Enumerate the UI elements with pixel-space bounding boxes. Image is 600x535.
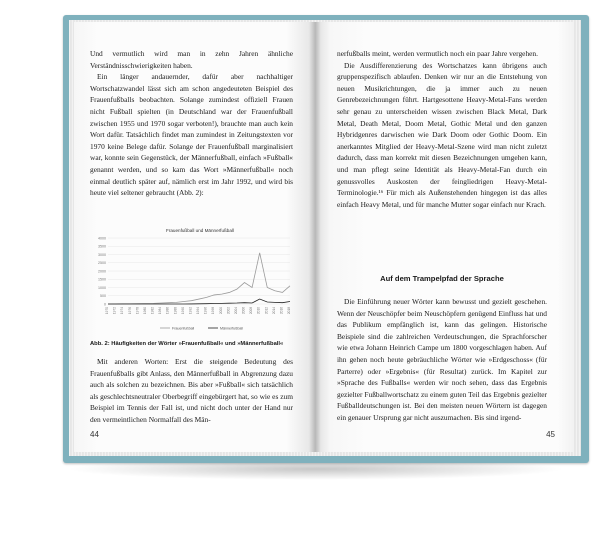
y-tick-label: 3500	[98, 244, 106, 249]
x-tick-label: 2018	[287, 307, 291, 315]
x-tick-label: 1982	[150, 307, 155, 315]
chart-title: Frauenfußball und Männerfußball	[166, 228, 234, 233]
left-page	[74, 22, 315, 452]
x-tick-label: 2000	[218, 307, 223, 315]
x-tick-label: 2014	[271, 307, 276, 315]
x-tick-label: 2004	[233, 307, 238, 315]
chart-y-ticks	[98, 236, 106, 306]
x-tick-label: 1978	[135, 307, 140, 315]
chart-x-ticks	[105, 307, 291, 314]
y-tick-label: 0	[104, 302, 106, 307]
page-number-right: 45	[546, 430, 555, 439]
legend-label: Männerfußball	[220, 326, 243, 331]
left-paragraph-2: Ein länger andauernder, dafür aber nachhaltiger Wortschatzwandel lässt sich am schon angedeuteten Beispiel des Frauenfußballs beobachten. Solange zumindest offiziell Frauen nicht Fußball spielten (in Deutschland war der Frauenfußball zwischen 1955 und 1970 sogar verboten!), brauchte man auch kein Wort dafür. Tatsächlich findet man zumindest in Zeitungstexten vor 1970 keine Belege dafür. Solange der Frauenfußball marginalisiert war, konnte sein Gegenstück, der Männerfußball, einfach »Fußball« genannt werden, und so kam das Wort »Männerfußball« noch einmal deutlich später auf, nämlich erst im Jahr 1992, und wird bis heute viel seltener gebraucht (Abb. 2):	[90, 72, 293, 198]
chart-grid	[108, 238, 290, 304]
x-tick-label: 1980	[142, 307, 147, 315]
left-text-bottom	[90, 356, 293, 426]
x-tick-label: 1988	[173, 307, 178, 315]
right-paragraph-2: Die Ausdifferenzierung des Wortschatzes kann übrigens auch gruppenspezifisch ablaufen. Denken wir nur an die Entstehung von neuen Musikrichtungen, die ja immer auch zu neuen Genrebezeichnungen führt. Hartgesottene Heavy-Metal-Fans werden sehr genau zu unterscheiden wissen zwischen Black Metal, Dark Metal, Death Metal, Doom Metal, Gothic Metal und den ganzen Hybridgenres darwischen wie Dark Doom oder Gothic Doom. Ein anerkanntes Mitglied der Heavy-Metal-Szene wird man nicht zuletzt dadurch, dass man korrekt mit diesen Bezeichnungen umgehen kann, und man pflegt seine Identität als Heavy-Metal-Fan durch ein genussvolles Auskosten der feingliedrigen Heavy-Metal-Terminologie.¹⁶ Für mich als Außenstehenden hingegen ist das alles einfach Heavy Metal, und für manche Mutter sogar einfach nur Krach.	[337, 60, 547, 209]
x-tick-label: 2010	[256, 307, 261, 315]
left-paragraph-3: Mit anderen Worten: Erst die steigende Bedeutung des Frauenfußballs gibt Anlass, den Männerfußball in Abgrenzung dazu auch als solchen zu bezeichnen. Bis aber »Fußball« sich tatsächlich als geschlechtsneutraler Oberbegriff eingebürgert hat, so wie es zum Beispiel im Tennis der Fall ist, und nicht doch unter der Hand nur den vermeintlichen Normalfall des Män-	[90, 357, 293, 424]
x-tick-label: 1986	[165, 307, 170, 315]
right-paragraph-1: nerfußballs meint, werden vermutlich noch ein paar Jahre vergehen.	[337, 49, 538, 58]
figure-caption: Abb. 2: Häufigkeiten der Wörter »Frauenfußball« und »Männerfußball«	[90, 341, 284, 347]
series-line-Frauenfußball	[108, 253, 290, 304]
x-tick-label: 1994	[196, 307, 200, 315]
x-tick-label: 2012	[264, 307, 269, 315]
x-tick-label: 1998	[211, 307, 216, 315]
y-tick-label: 4000	[98, 236, 106, 241]
right-paragraph-3: Die Einführung neuer Wörter kann bewusst und gezielt geschehen. Wenn der Neuschöpfer beim Neuschöpfern genügend Einfluss hat und das Publikum empfänglich ist, kann das gelingen. Historische Beispiele sind die zahlreichen Verdeutschungen, die Sprachforscher wie etwa Johann Heinrich Campe um 1800 vorgeschlagen haben. Auf ihn gehen noch heute gebräuchliche Wörter wie »Erdgeschoss« (für Parterre) oder »Ergebnis« (für Resultat) zurück. Im Kapitel zur »Sprache des Fußballs« werden wir noch sehen, dass das Ergebnis gezielter Fußballwortschatz zu einem guten Teil das Ergebnis gezielter Fußballdeutschungen ist. Bei den meisten neuen Wörtern ist dagegen ein genauer Ursprung gar nicht auszumachen. Bis sind irgend-	[337, 297, 547, 422]
y-tick-label: 1500	[98, 277, 106, 282]
x-tick-label: 1970	[105, 307, 109, 315]
book-gutter	[309, 22, 321, 452]
left-paragraph-1: Und vermutlich wird man in zehn Jahren ähnliche Verständnisschwierigkeiten haben.	[90, 49, 293, 70]
chart-legend	[160, 326, 243, 330]
right-text-bottom	[337, 296, 547, 424]
page-number-left: 44	[90, 430, 99, 439]
x-tick-label: 1972	[112, 307, 117, 315]
x-tick-label: 1996	[203, 307, 208, 315]
y-tick-label: 1000	[98, 285, 106, 290]
y-tick-label: 2500	[98, 261, 106, 266]
x-tick-label: 2002	[226, 307, 231, 315]
y-tick-label: 3000	[98, 252, 106, 257]
x-tick-label: 2016	[279, 307, 284, 315]
x-tick-label: 1990	[180, 307, 185, 315]
section-heading: Auf dem Trampelpfad der Sprache	[380, 274, 504, 283]
x-tick-label: 1974	[120, 307, 125, 315]
frequency-chart	[90, 224, 295, 336]
chart-lines	[108, 253, 290, 304]
legend-label: Frauenfußball	[172, 326, 195, 331]
x-tick-label: 2008	[249, 307, 254, 315]
y-tick-label: 2000	[98, 269, 106, 274]
x-tick-label: 1984	[158, 307, 163, 315]
y-tick-label: 500	[100, 294, 106, 299]
x-tick-label: 2006	[241, 307, 246, 315]
series-line-Männerfußball	[108, 299, 290, 304]
left-text-top	[90, 48, 293, 199]
right-text-top	[337, 48, 547, 210]
x-tick-label: 1976	[127, 307, 132, 315]
x-tick-label: 1992	[188, 307, 193, 315]
right-page	[315, 22, 573, 452]
